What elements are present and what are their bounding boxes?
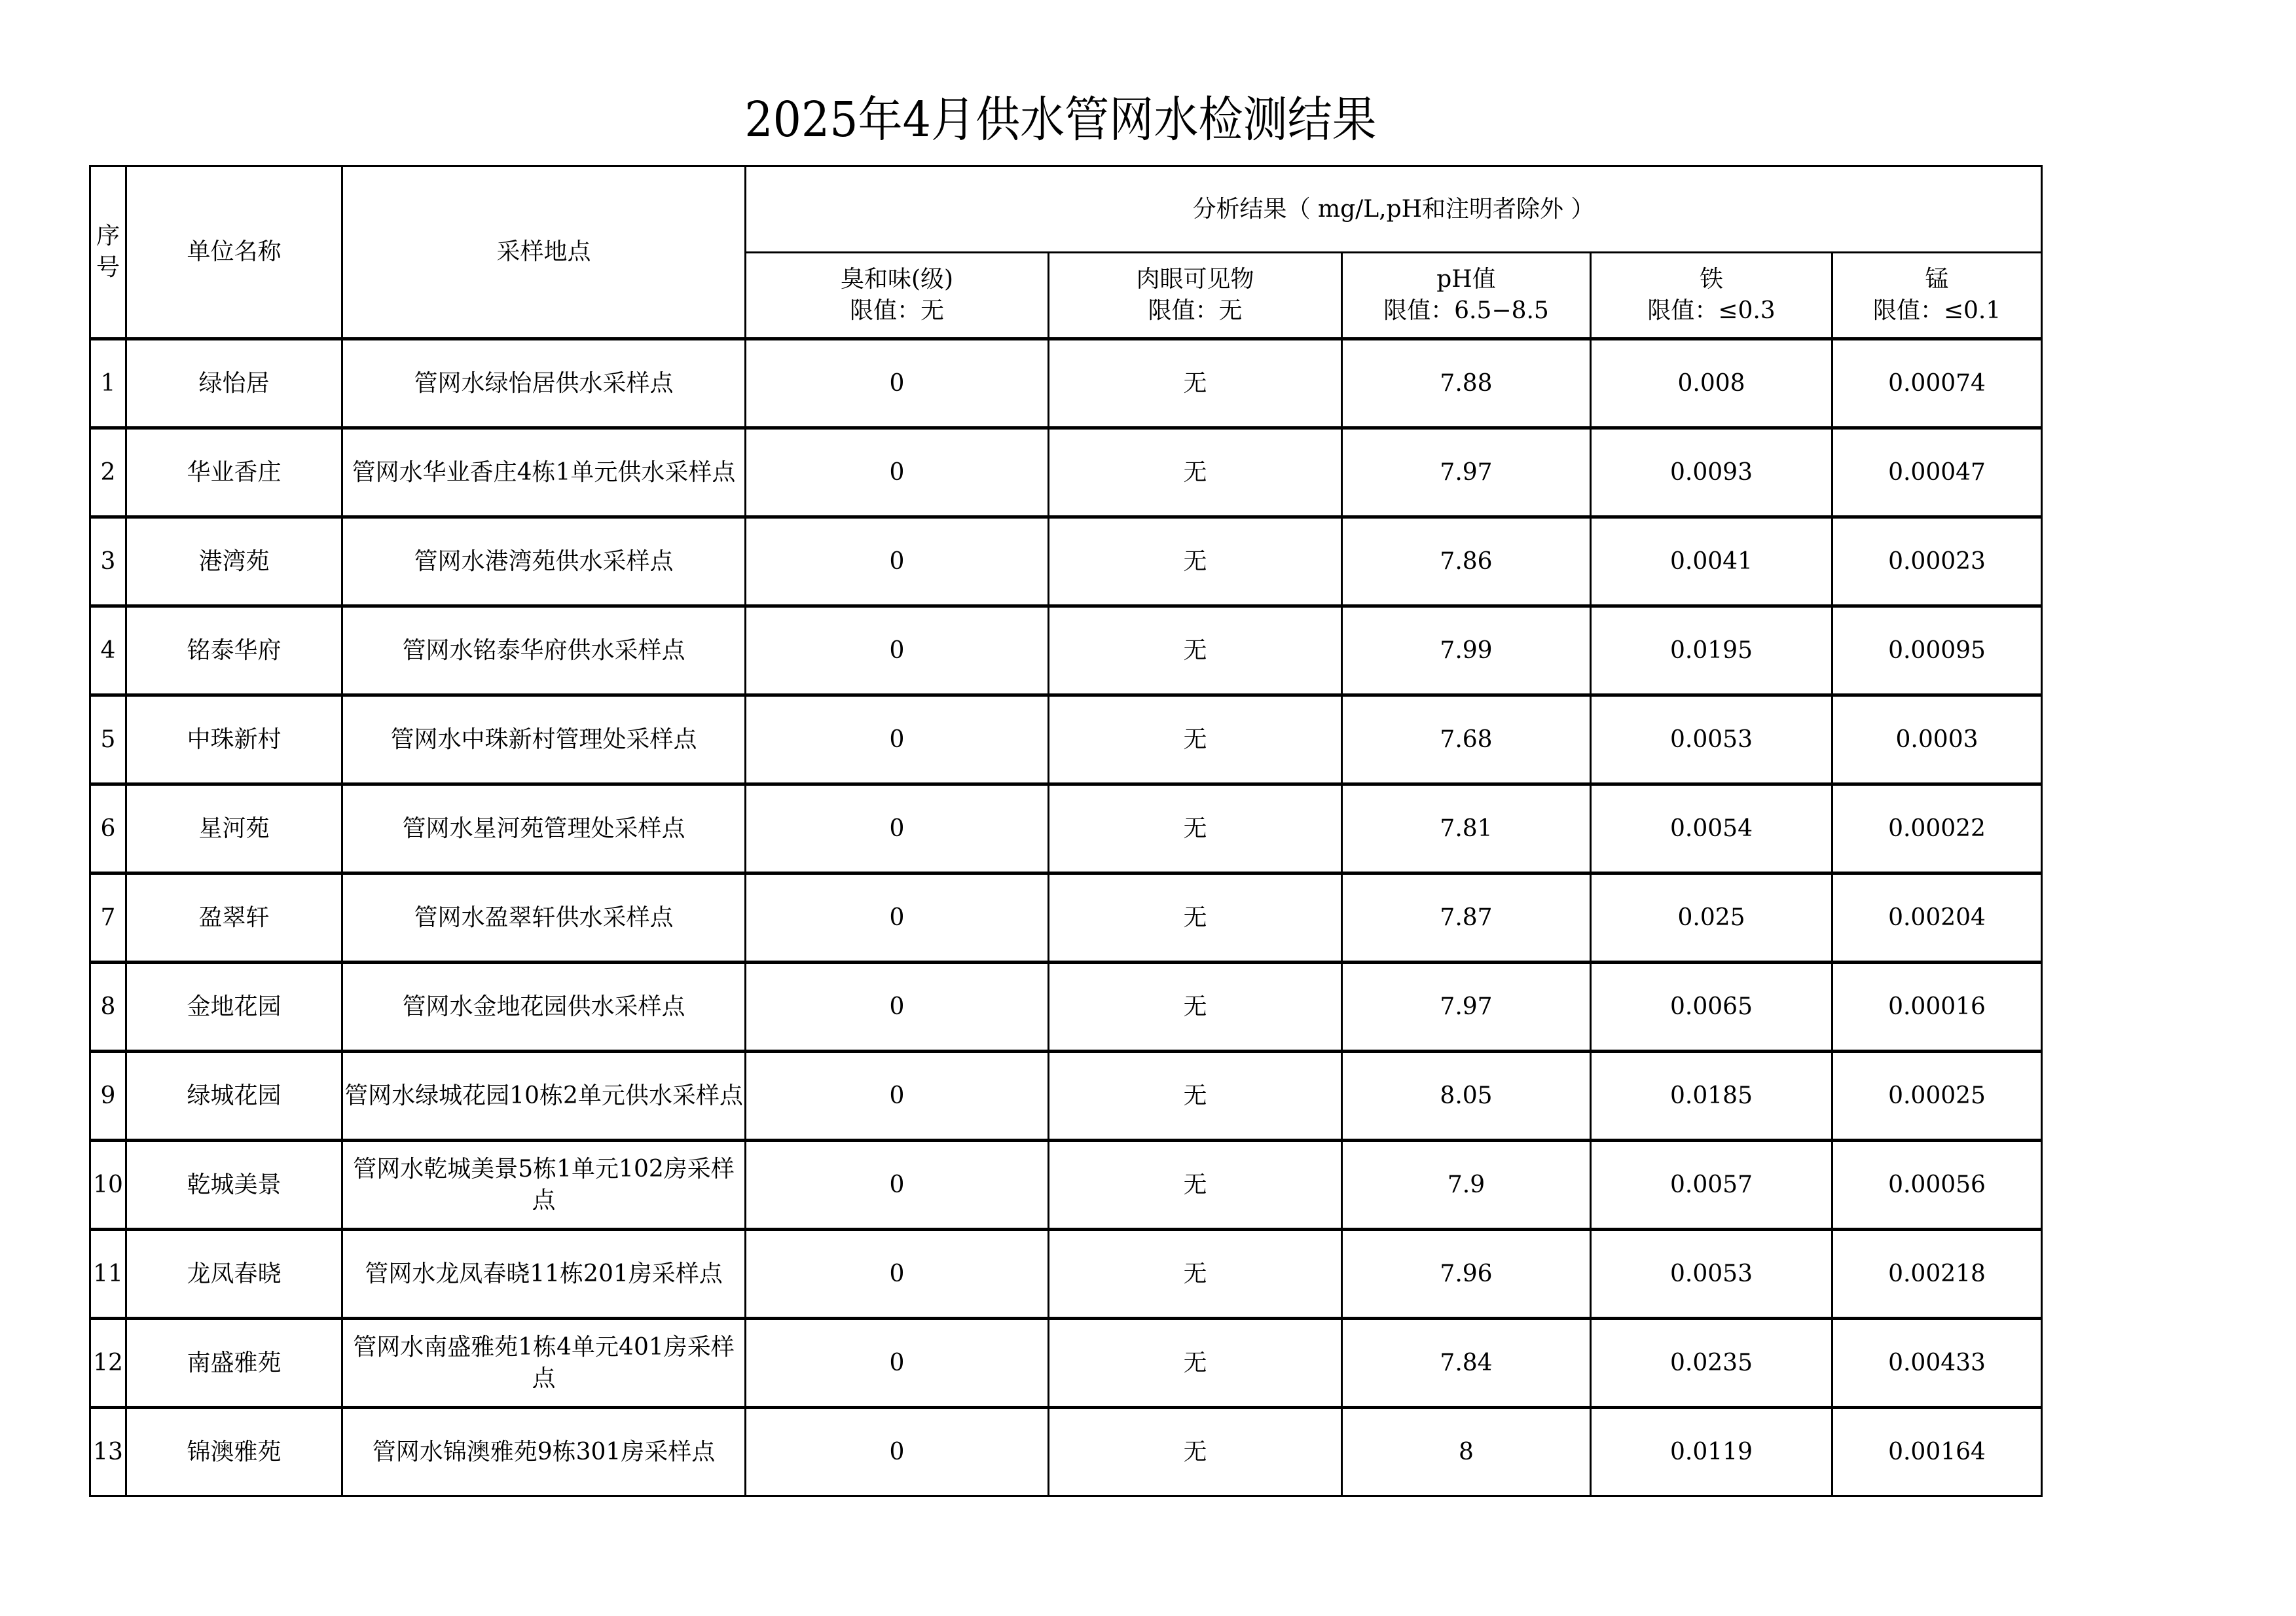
cell-unit: 铭泰华府 bbox=[126, 606, 342, 695]
cell-seq: 2 bbox=[90, 428, 126, 517]
cell-location: 管网水锦澳雅苑9栋301房采样点 bbox=[342, 1408, 746, 1496]
header-location: 采样地点 bbox=[342, 166, 746, 339]
cell-ph: 7.9 bbox=[1342, 1141, 1591, 1230]
table-row bbox=[90, 963, 2042, 1052]
table-row bbox=[90, 606, 2042, 695]
cell-odor: 0 bbox=[746, 873, 1049, 963]
cell-seq: 9 bbox=[90, 1052, 126, 1141]
cell-manganese: 0.00095 bbox=[1832, 606, 2042, 695]
header-odor bbox=[746, 253, 1049, 339]
cell-odor: 0 bbox=[746, 1052, 1049, 1141]
cell-location: 管网水盈翠轩供水采样点 bbox=[342, 873, 746, 963]
cell-seq: 8 bbox=[90, 963, 126, 1052]
cell-unit: 金地花园 bbox=[126, 963, 342, 1052]
cell-unit: 华业香庄 bbox=[126, 428, 342, 517]
cell-location: 管网水乾城美景5栋1单元102房采样点 bbox=[342, 1141, 746, 1230]
cell-unit: 港湾苑 bbox=[126, 517, 342, 606]
cell-seq: 11 bbox=[90, 1230, 126, 1319]
header-ph-name: pH值 bbox=[1436, 266, 1496, 293]
cell-odor: 0 bbox=[746, 339, 1049, 428]
cell-unit: 龙凤春晓 bbox=[126, 1230, 342, 1319]
cell-odor: 0 bbox=[746, 428, 1049, 517]
cell-unit: 乾城美景 bbox=[126, 1141, 342, 1230]
cell-seq: 7 bbox=[90, 873, 126, 963]
cell-ph: 7.88 bbox=[1342, 339, 1591, 428]
cell-location: 管网水龙凤春晓11栋201房采样点 bbox=[342, 1230, 746, 1319]
header-visible bbox=[1049, 253, 1342, 339]
cell-visible: 无 bbox=[1049, 873, 1342, 963]
cell-manganese: 0.00433 bbox=[1832, 1319, 2042, 1408]
cell-ph: 8.05 bbox=[1342, 1052, 1591, 1141]
header-ph-limit: 限值：6.5−8.5 bbox=[1383, 297, 1549, 324]
header-iron-name: 铁 bbox=[1699, 266, 1723, 293]
cell-unit: 锦澳雅苑 bbox=[126, 1408, 342, 1496]
cell-visible: 无 bbox=[1049, 963, 1342, 1052]
cell-location: 管网水绿城花园10栋2单元供水采样点 bbox=[342, 1052, 746, 1141]
header-seq-line1: 序 bbox=[96, 223, 120, 249]
cell-odor: 0 bbox=[746, 1230, 1049, 1319]
cell-iron: 0.0065 bbox=[1591, 963, 1832, 1052]
cell-visible: 无 bbox=[1049, 517, 1342, 606]
cell-ph: 7.97 bbox=[1342, 428, 1591, 517]
cell-unit: 绿怡居 bbox=[126, 339, 342, 428]
cell-manganese: 0.00056 bbox=[1832, 1141, 2042, 1230]
header-odor-name: 臭和味(级) bbox=[840, 266, 954, 293]
table-row bbox=[90, 1408, 2042, 1496]
cell-ph: 7.68 bbox=[1342, 695, 1591, 784]
cell-iron: 0.0195 bbox=[1591, 606, 1832, 695]
header-analysis-group: 分析结果（ mg/L,pH和注明者除外 ） bbox=[746, 166, 2042, 253]
cell-seq: 10 bbox=[90, 1141, 126, 1230]
cell-iron: 0.008 bbox=[1591, 339, 1832, 428]
header-manganese bbox=[1832, 253, 2042, 339]
cell-odor: 0 bbox=[746, 695, 1049, 784]
cell-unit: 中珠新村 bbox=[126, 695, 342, 784]
cell-location: 管网水中珠新村管理处采样点 bbox=[342, 695, 746, 784]
header-seq-line2: 号 bbox=[96, 254, 120, 281]
cell-visible: 无 bbox=[1049, 428, 1342, 517]
cell-iron: 0.0041 bbox=[1591, 517, 1832, 606]
table-row bbox=[90, 784, 2042, 873]
header-visible-name: 肉眼可见物 bbox=[1136, 266, 1254, 293]
cell-odor: 0 bbox=[746, 784, 1049, 873]
cell-ph: 8 bbox=[1342, 1408, 1591, 1496]
cell-visible: 无 bbox=[1049, 1141, 1342, 1230]
cell-location: 管网水南盛雅苑1栋4单元401房采样点 bbox=[342, 1319, 746, 1408]
cell-odor: 0 bbox=[746, 1141, 1049, 1230]
cell-iron: 0.025 bbox=[1591, 873, 1832, 963]
cell-iron: 0.0053 bbox=[1591, 1230, 1832, 1319]
table-row bbox=[90, 873, 2042, 963]
cell-ph: 7.84 bbox=[1342, 1319, 1591, 1408]
cell-unit: 绿城花园 bbox=[126, 1052, 342, 1141]
cell-iron: 0.0054 bbox=[1591, 784, 1832, 873]
cell-ph: 7.86 bbox=[1342, 517, 1591, 606]
results-table bbox=[89, 165, 2043, 1497]
table-row bbox=[90, 695, 2042, 784]
cell-odor: 0 bbox=[746, 517, 1049, 606]
cell-visible: 无 bbox=[1049, 1408, 1342, 1496]
header-manganese-name: 锰 bbox=[1925, 266, 1949, 293]
cell-iron: 0.0235 bbox=[1591, 1319, 1832, 1408]
cell-ph: 7.81 bbox=[1342, 784, 1591, 873]
table-row bbox=[90, 1052, 2042, 1141]
header-iron-limit: 限值：≤0.3 bbox=[1647, 297, 1776, 324]
cell-seq: 4 bbox=[90, 606, 126, 695]
cell-manganese: 0.00218 bbox=[1832, 1230, 2042, 1319]
table-row bbox=[90, 517, 2042, 606]
cell-manganese: 0.00025 bbox=[1832, 1052, 2042, 1141]
cell-iron: 0.0053 bbox=[1591, 695, 1832, 784]
cell-location: 管网水星河苑管理处采样点 bbox=[342, 784, 746, 873]
table-row bbox=[90, 428, 2042, 517]
cell-iron: 0.0057 bbox=[1591, 1141, 1832, 1230]
cell-location: 管网水铭泰华府供水采样点 bbox=[342, 606, 746, 695]
cell-visible: 无 bbox=[1049, 695, 1342, 784]
cell-manganese: 0.00022 bbox=[1832, 784, 2042, 873]
cell-manganese: 0.00023 bbox=[1832, 517, 2042, 606]
cell-manganese: 0.0003 bbox=[1832, 695, 2042, 784]
cell-location: 管网水金地花园供水采样点 bbox=[342, 963, 746, 1052]
cell-manganese: 0.00164 bbox=[1832, 1408, 2042, 1496]
cell-visible: 无 bbox=[1049, 1052, 1342, 1141]
header-row-1 bbox=[90, 166, 2042, 253]
cell-seq: 13 bbox=[90, 1408, 126, 1496]
cell-ph: 7.99 bbox=[1342, 606, 1591, 695]
cell-ph: 7.96 bbox=[1342, 1230, 1591, 1319]
cell-seq: 3 bbox=[90, 517, 126, 606]
cell-seq: 1 bbox=[90, 339, 126, 428]
results-body bbox=[90, 339, 2042, 1496]
table-row bbox=[90, 1230, 2042, 1319]
cell-ph: 7.97 bbox=[1342, 963, 1591, 1052]
cell-location: 管网水港湾苑供水采样点 bbox=[342, 517, 746, 606]
page-title: 2025年4月供水管网水检测结果 bbox=[744, 92, 1377, 148]
cell-seq: 5 bbox=[90, 695, 126, 784]
cell-odor: 0 bbox=[746, 1408, 1049, 1496]
header-ph bbox=[1342, 253, 1591, 339]
cell-iron: 0.0093 bbox=[1591, 428, 1832, 517]
cell-manganese: 0.00074 bbox=[1832, 339, 2042, 428]
cell-odor: 0 bbox=[746, 606, 1049, 695]
cell-visible: 无 bbox=[1049, 339, 1342, 428]
header-iron bbox=[1591, 253, 1832, 339]
cell-unit: 星河苑 bbox=[126, 784, 342, 873]
header-visible-limit: 限值：无 bbox=[1148, 297, 1243, 324]
cell-location: 管网水绿怡居供水采样点 bbox=[342, 339, 746, 428]
cell-iron: 0.0119 bbox=[1591, 1408, 1832, 1496]
cell-manganese: 0.00016 bbox=[1832, 963, 2042, 1052]
cell-odor: 0 bbox=[746, 963, 1049, 1052]
cell-seq: 12 bbox=[90, 1319, 126, 1408]
table-row bbox=[90, 1319, 2042, 1408]
cell-visible: 无 bbox=[1049, 1230, 1342, 1319]
cell-manganese: 0.00204 bbox=[1832, 873, 2042, 963]
cell-odor: 0 bbox=[746, 1319, 1049, 1408]
cell-manganese: 0.00047 bbox=[1832, 428, 2042, 517]
header-odor-limit: 限值：无 bbox=[849, 297, 944, 324]
header-manganese-limit: 限值：≤0.1 bbox=[1872, 297, 2001, 324]
cell-iron: 0.0185 bbox=[1591, 1052, 1832, 1141]
cell-visible: 无 bbox=[1049, 606, 1342, 695]
cell-visible: 无 bbox=[1049, 1319, 1342, 1408]
cell-unit: 南盛雅苑 bbox=[126, 1319, 342, 1408]
cell-seq: 6 bbox=[90, 784, 126, 873]
table-row bbox=[90, 339, 2042, 428]
cell-location: 管网水华业香庄4栋1单元供水采样点 bbox=[342, 428, 746, 517]
cell-unit: 盈翠轩 bbox=[126, 873, 342, 963]
header-seq bbox=[90, 166, 126, 339]
header-unit: 单位名称 bbox=[126, 166, 342, 339]
cell-ph: 7.87 bbox=[1342, 873, 1591, 963]
cell-visible: 无 bbox=[1049, 784, 1342, 873]
table-row bbox=[90, 1141, 2042, 1230]
